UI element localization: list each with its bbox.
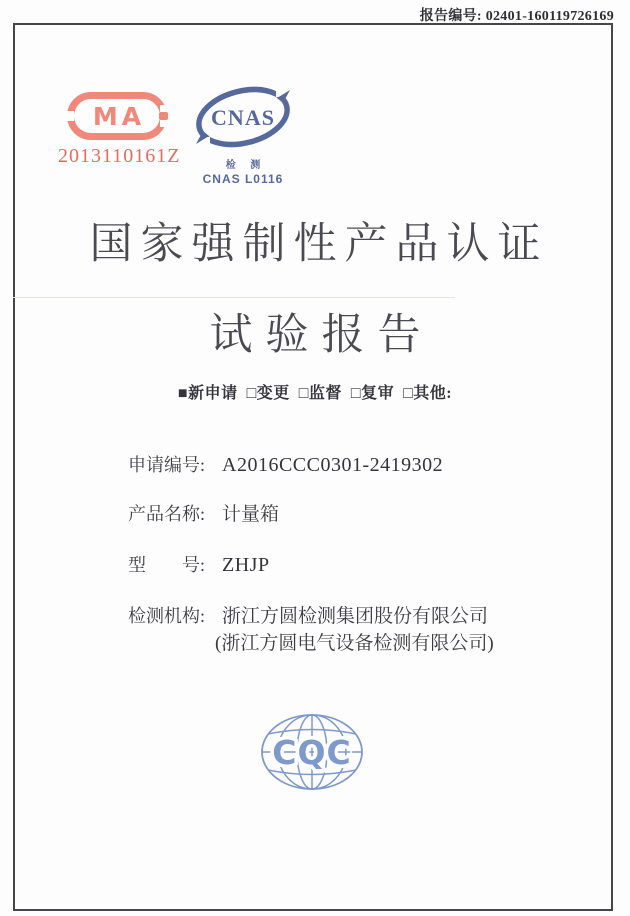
model-value: ZHJP [222,554,270,576]
product-name-value: 计量箱 [222,504,280,525]
cqc-logo [250,707,374,802]
application-number-value: A2016CCC0301-2419302 [222,454,444,476]
application-number-row [128,452,443,479]
cma-license-number: 2013110161Z [58,145,181,167]
cqc-logo-icon [250,707,374,797]
certification-title: 国家强制性产品认证 [89,221,549,268]
model-label: 型 号: [128,555,206,575]
report-number-value: 02401-160119726169 [485,9,614,24]
test-organization-value: 浙江方圆检测集团股份有限公司 [222,606,489,627]
application-type-checkboxes: ■新申请 □变更 □监督 □复审 □其他: [177,385,453,402]
product-name-row [128,502,279,528]
application-number-label: 申请编号: [128,455,206,475]
cma-logo [58,92,181,168]
cma-notch [67,111,74,121]
model-row [128,552,270,579]
report-number-label: 报告编号: [419,9,482,24]
cnas-test-label: 检 测 [225,160,267,171]
test-organization-alt-row [215,631,494,657]
product-name-label: 产品名称: [128,504,206,524]
test-organization-label: 检测机构: [128,606,206,626]
report-type-title: 试验报告 [209,312,434,359]
cnas-name: CNAS [211,105,275,130]
cnas-logo-icon [193,84,293,150]
test-organization-alt-value: (浙江方圆电气设备检测有限公司) [215,633,494,654]
cnas-accreditation-number: CNAS L0116 [202,172,284,186]
test-organization-row [128,604,488,630]
report-number [420,5,614,25]
cnas-logo [190,84,296,186]
cma-letters: MA [92,101,146,131]
cqc-name: CQC [272,733,352,772]
cma-logo-icon [67,92,167,140]
scan-artifact-line [13,297,455,298]
cma-nub [159,112,168,120]
